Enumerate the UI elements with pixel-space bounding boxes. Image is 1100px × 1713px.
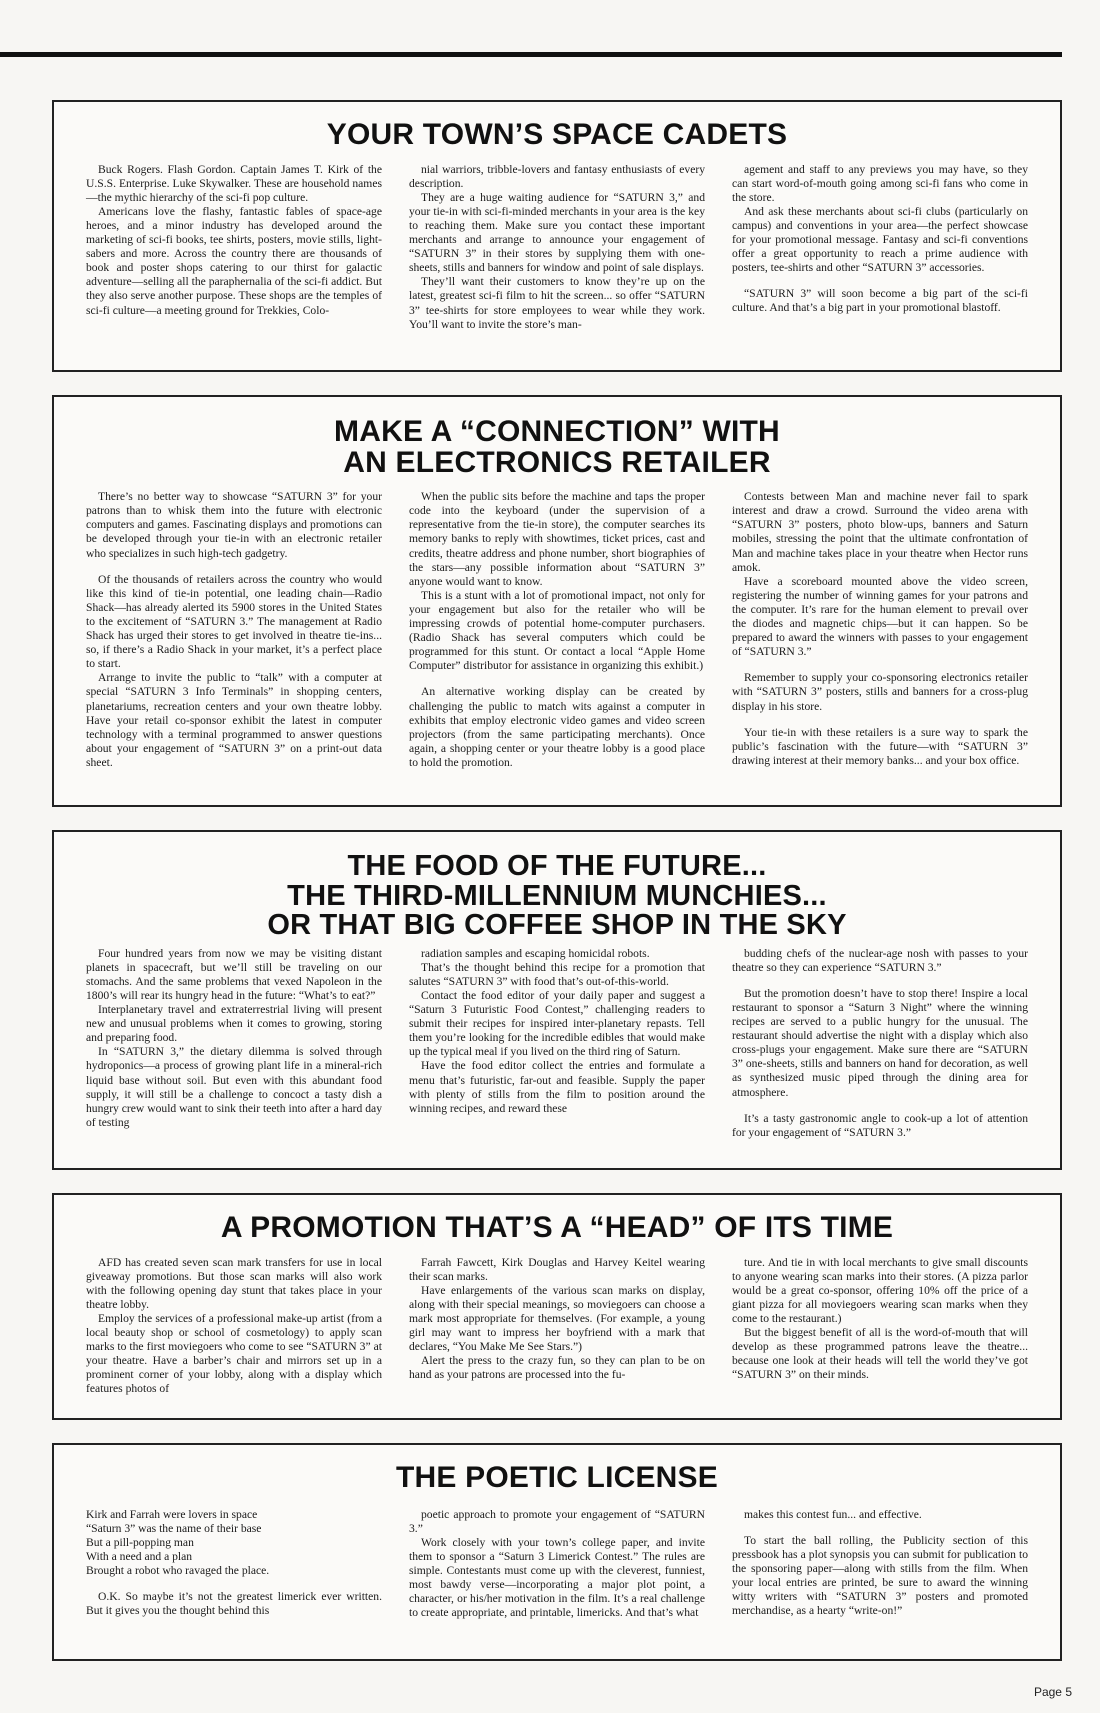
- paragraph: “SATURN 3” will soon become a big part of the sci-fi culture. And that’s a big part in your promotional blastoff.: [732, 287, 1028, 315]
- columns: [86, 947, 1028, 1140]
- column-3: [732, 1508, 1028, 1621]
- column-3: [732, 490, 1028, 770]
- section-electronics-retailer: [52, 395, 1062, 807]
- paragraph: In “SATURN 3,” the dietary dilemma is solved through hydroponics—a process of growing plant life in a mineral-rich liquid base without soil. But even with this abundant food supply, it will still be a challenge to concoct a tasty dish a hungry crew would want to sink their teeth into after a hard day of testing: [86, 1045, 382, 1129]
- paragraph: Contact the food editor of your daily paper and suggest a “Saturn 3 Futuristic Food Contest,” challenging readers to submit their recipes for inspired inter-planetary repasts. Tell them you’re looking for the incredible edibles that would make up the typical meal if you lived on the third ring of Saturn.: [409, 989, 705, 1059]
- section-title: [86, 832, 1028, 941]
- paragraph: An alternative working display can be created by challenging the public to match wits against a computer in exhibits that employ electronic video games and video screen projectors (from the same participating merchants). Once again, a shopping center or your theatre lobby is a good place to hold the promotion.: [409, 685, 705, 769]
- section-space-cadets: [52, 100, 1062, 372]
- paragraph: Farrah Fawcett, Kirk Douglas and Harvey Keitel wearing their scan marks.: [409, 1255, 705, 1283]
- paragraph: To start the ball rolling, the Publicity section of this pressbook has a plot synopsis you can submit for publication to the sponsoring paper—along with stills from the film. When your local entries are printed, be sure to award the winning witty writers with “SATURN 3” posters and promoted merchandise, as a hearty “write-on!”: [732, 1533, 1028, 1618]
- paragraph: Remember to supply your co-sponsoring electronics retailer with “SATURN 3” posters, stills and banners for a cross-plug display in his store.: [732, 671, 1028, 713]
- paragraph: Have a scoreboard mounted above the video screen, registering the number of winning games for your patrons and the computer. It’s rare for the human element to prevail over the diodes and magnetic chips—but it can happen. So be prepared to award the winners with passes to your engagement of “SATURN 3.”: [732, 574, 1028, 659]
- column-1: [86, 490, 382, 770]
- column-3: [732, 947, 1028, 1140]
- paragraph: Have the food editor collect the entries and formulate a menu that’s futuristic, far-out and feasible. Supply the paper with plenty of stills from the film to position around the winning recipes, and reward these: [409, 1059, 705, 1115]
- verse-line: Brought a robot who ravaged the place.: [86, 1563, 270, 1577]
- title-line: MAKE A “CONNECTION” WITH: [334, 415, 780, 448]
- paragraph: O.K. So maybe it’s not the greatest limerick ever written. But it gives you the thought behind this: [86, 1590, 382, 1618]
- paragraph: poetic approach to promote your engagement of “SATURN 3.”: [409, 1507, 705, 1535]
- title-line: AN ELECTRONICS RETAILER: [343, 445, 771, 479]
- verse-line: With a need and a plan: [86, 1549, 193, 1563]
- paragraph: Your tie-in with these retailers is a sure way to spark the public’s fascination with the future—with “SATURN 3” drawing interest at their memory banks... and your box office.: [732, 725, 1028, 767]
- column-1: [86, 163, 382, 332]
- paragraph: Have enlargements of the various scan marks on display, along with their special meanings, so moviegoers can choose a mark most appropriate for themselves. (For example, a young girl may want to impress her boyfriend with a mark that declares, “You Make Me See Stars.”): [409, 1283, 705, 1354]
- page-number: Page 5: [1033, 1685, 1072, 1699]
- section-title: [86, 1195, 1028, 1244]
- paragraph: ture. And tie in with local merchants to give small discounts to anyone wearing scan marks into their stores. (A pizza parlor would be a great co-sponsor, offering 10% off the price of a giant pizza for all moviegoers wearing scan marks when they come to the restaurant.): [732, 1255, 1028, 1325]
- paragraph: AFD has created seven scan mark transfers for use in local giveaway promotions. But those scan marks will also work with the following opening day stunt that takes place in your theatre lobby.: [86, 1255, 382, 1311]
- limerick: [86, 1508, 382, 1578]
- column-1: [86, 1508, 382, 1621]
- verse-line: “Saturn 3” was the name of their base: [86, 1521, 262, 1535]
- title-line: OR THAT BIG COFFEE SHOP IN THE SKY: [267, 909, 847, 942]
- columns: [86, 1508, 1028, 1621]
- paragraph: budding chefs of the nuclear-age nosh with passes to your theatre so they can experience “SATURN 3.”: [732, 946, 1028, 974]
- title-line: THE THIRD-MILLENNIUM MUNCHIES...: [287, 879, 827, 912]
- verse-line: But a pill-popping man: [86, 1535, 194, 1549]
- columns: [86, 163, 1028, 332]
- section-food-of-the-future: [52, 830, 1062, 1170]
- paragraph: They’ll want their customers to know they’re up on the latest, greatest sci-fi film to hit the screen... so offer “SATURN 3” tee-shirts for store employees to wear while they work. You’ll want to invite the store’s man-: [409, 275, 705, 331]
- paragraph: makes this contest fun... and effective.: [744, 1507, 922, 1521]
- section-title: [86, 102, 1028, 151]
- section-title: [86, 1445, 1028, 1494]
- paragraph: Four hundred years from now we may be visiting distant planets in spacecraft, but we’ll still be traveling on our stomachs. And the same problems that vexed Napoleon in the 1800’s will rear its hungry head in the future: “What’s to eat?”: [86, 946, 382, 1003]
- paragraph: Alert the press to the crazy fun, so they can plan to be on hand as your patrons are processed into the fu-: [409, 1354, 705, 1382]
- title-line: THE FOOD OF THE FUTURE...: [347, 850, 767, 882]
- paragraph: Americans love the flashy, fantastic fables of space-age heroes, and a minor industry has developed around the marketing of sci-fi books, tee shirts, posters, movie stills, light-sabers and more. Across the country there are thousands of book and poster shops catering to our thirst for galactic adventure—selling all the paraphernalia of the sci-fi addict. But they also serve another purpose. These shops are the temples of sci-fi culture—a meeting ground for Trekkies, Colo-: [86, 204, 382, 317]
- paragraph: Arrange to invite the public to “talk” with a computer at special “SATURN 3 Info Terminals” in shopping centers, planetariums, recreation centers and your own theatre lobby. Have your retail co-sponsor exhibit the latest in computer technology with a terminal programmed to answer questions about your engagement of “SATURN 3” on a print-out data sheet.: [86, 671, 382, 769]
- section-head-of-its-time: [52, 1193, 1062, 1420]
- paragraph: agement and staff to any previews you may have, so they can start word-of-mouth going among sci-fi fans who come in the store.: [732, 162, 1028, 204]
- column-2: [409, 947, 705, 1140]
- column-2: [409, 163, 705, 332]
- paragraph: But the promotion doesn’t have to stop there! Inspire a local restaurant to sponsor a “Saturn 3 Night” where the winning recipes are served to a public hungry for the unusual. The restaurant should advertise the night with a display which also cross-plugs your engagement. Make sure there are “SATURN 3” one-sheets, stills and banners on hand for decoration, as well as synthesized music piped through the dining area for atmosphere.: [732, 986, 1028, 1099]
- column-1: [86, 947, 382, 1140]
- paragraph: Interplanetary travel and extraterrestrial living will present new and unusual problems when it comes to growing, storing and preparing food.: [86, 1003, 382, 1045]
- paragraph: They are a huge waiting audience for “SATURN 3,” and your tie-in with sci-fi-minded merchants in your area is the key to reaching them. Make sure you contact these important merchants and arrange to announce your engagement of “SATURN 3” in their stores by supplying them with one-sheets, stills and banners for window and point of sale displays.: [409, 190, 705, 275]
- paragraph: Contests between Man and machine never fail to spark interest and draw a crowd. Surround the video arena with “SATURN 3” posters, photo blow-ups, banners and Saturn mobiles, stressing the point that the ultimate confrontation of Man and machine takes place in your theatre when Hector runs amok.: [732, 490, 1028, 574]
- paragraph: But the biggest benefit of all is the word-of-mouth that will develop as these programmed patrons leave the theatre... because one look at their heads will tell the world they’ve got “SATURN 3” on their minds.: [732, 1326, 1028, 1382]
- section-poetic-license: [52, 1443, 1062, 1661]
- paragraph: Buck Rogers. Flash Gordon. Captain James T. Kirk of the U.S.S. Enterprise. Luke Skywalker. These are household names—the mythic hierarchy of the sci-fi pop culture.: [86, 162, 382, 204]
- column-3: [732, 1256, 1028, 1397]
- paragraph: nial warriors, tribble-lovers and fantasy enthusiasts of every description.: [409, 162, 705, 190]
- column-2: [409, 490, 705, 770]
- paragraph: When the public sits before the machine and taps the proper code into the keyboard (under the supervision of a representative from the tie-in store), the computer searches its memory banks to reply with showtimes, ticket prices, cast and credits, theatre address and phone number, short biographies of the stars—any possible information about “SATURN 3” anyone would want to know.: [409, 490, 705, 588]
- section-title: [86, 397, 1028, 478]
- paragraph: That’s the thought behind this recipe for a promotion that salutes “SATURN 3” with food that’s out-of-this-world.: [409, 960, 705, 988]
- top-rule: [0, 52, 1062, 57]
- paragraph: Employ the services of a professional make-up artist (from a local beauty shop or school of cosmetology) to apply scan marks to the first moviegoers who come to see “SATURN 3” at your theatre. Have a barber’s chair and mirrors set up in a prominent corner of your lobby, along with a display which features photos of: [86, 1311, 382, 1396]
- paragraph: Work closely with your town’s college paper, and invite them to sponsor a “Saturn 3 Limerick Contest.” The rules are simple. Contestants must come up with the cleverest, funniest, most bawdy verse—incorporating a major plot point, a character, or his/her motivation in the film. It’s a real challenge to create appropriate, and printable, limericks. And that’s what: [409, 1535, 705, 1620]
- paragraph: This is a stunt with a lot of promotional impact, not only for your engagement but also for the retailer who will be impressing crowds of potential home-computer purchasers. (Radio Shack has several computers which could be programmed for this stunt. Or contact a local “Apple Home Computer” distributor for assistance in organizing this exhibit.): [409, 588, 705, 673]
- column-2: [409, 1508, 705, 1621]
- paragraph: There’s no better way to showcase “SATURN 3” for your patrons than to whisk them into the future with electronic computers and games. Fascinating displays and promotions can be developed through your tie-in with an electronic retailer who specializes in such high-tech gadgetry.: [86, 490, 382, 560]
- column-1: [86, 1256, 382, 1397]
- paragraph: It’s a tasty gastronomic angle to cook-up a lot of attention for your engagement of “SATURN 3.”: [732, 1111, 1028, 1139]
- title-line: YOUR TOWN’S SPACE CADETS: [326, 118, 788, 151]
- paragraph: And ask these merchants about sci-fi clubs (particularly on campus) and conventions in your area—the perfect showcase for your promotional message. Fantasy and sci-fi conventions offer a great opportunity to reach a prime audience with posters, tee-shirts and other “SATURN 3” accessories.: [732, 204, 1028, 275]
- columns: [86, 490, 1028, 770]
- column-3: [732, 163, 1028, 332]
- column-2: [409, 1256, 705, 1397]
- title-line: A PROMOTION THAT’S A “HEAD” OF ITS TIME: [220, 1211, 894, 1244]
- verse-line: Kirk and Farrah were lovers in space: [86, 1507, 258, 1521]
- columns: [86, 1256, 1028, 1397]
- title-line: THE POETIC LICENSE: [396, 1461, 718, 1494]
- paragraph: Of the thousands of retailers across the country who would like this kind of tie-in potential, one leading chain—Radio Shack—has already alerted its 5900 stores in the United States to the excitement of “SATURN 3.” The management at Radio Shack has urged their stores to get involved in theatre tie-ins... so, if there’s a Radio Shack in your market, it’s a perfect place to start.: [86, 572, 382, 671]
- paragraph: radiation samples and escaping homicidal robots.: [421, 946, 650, 960]
